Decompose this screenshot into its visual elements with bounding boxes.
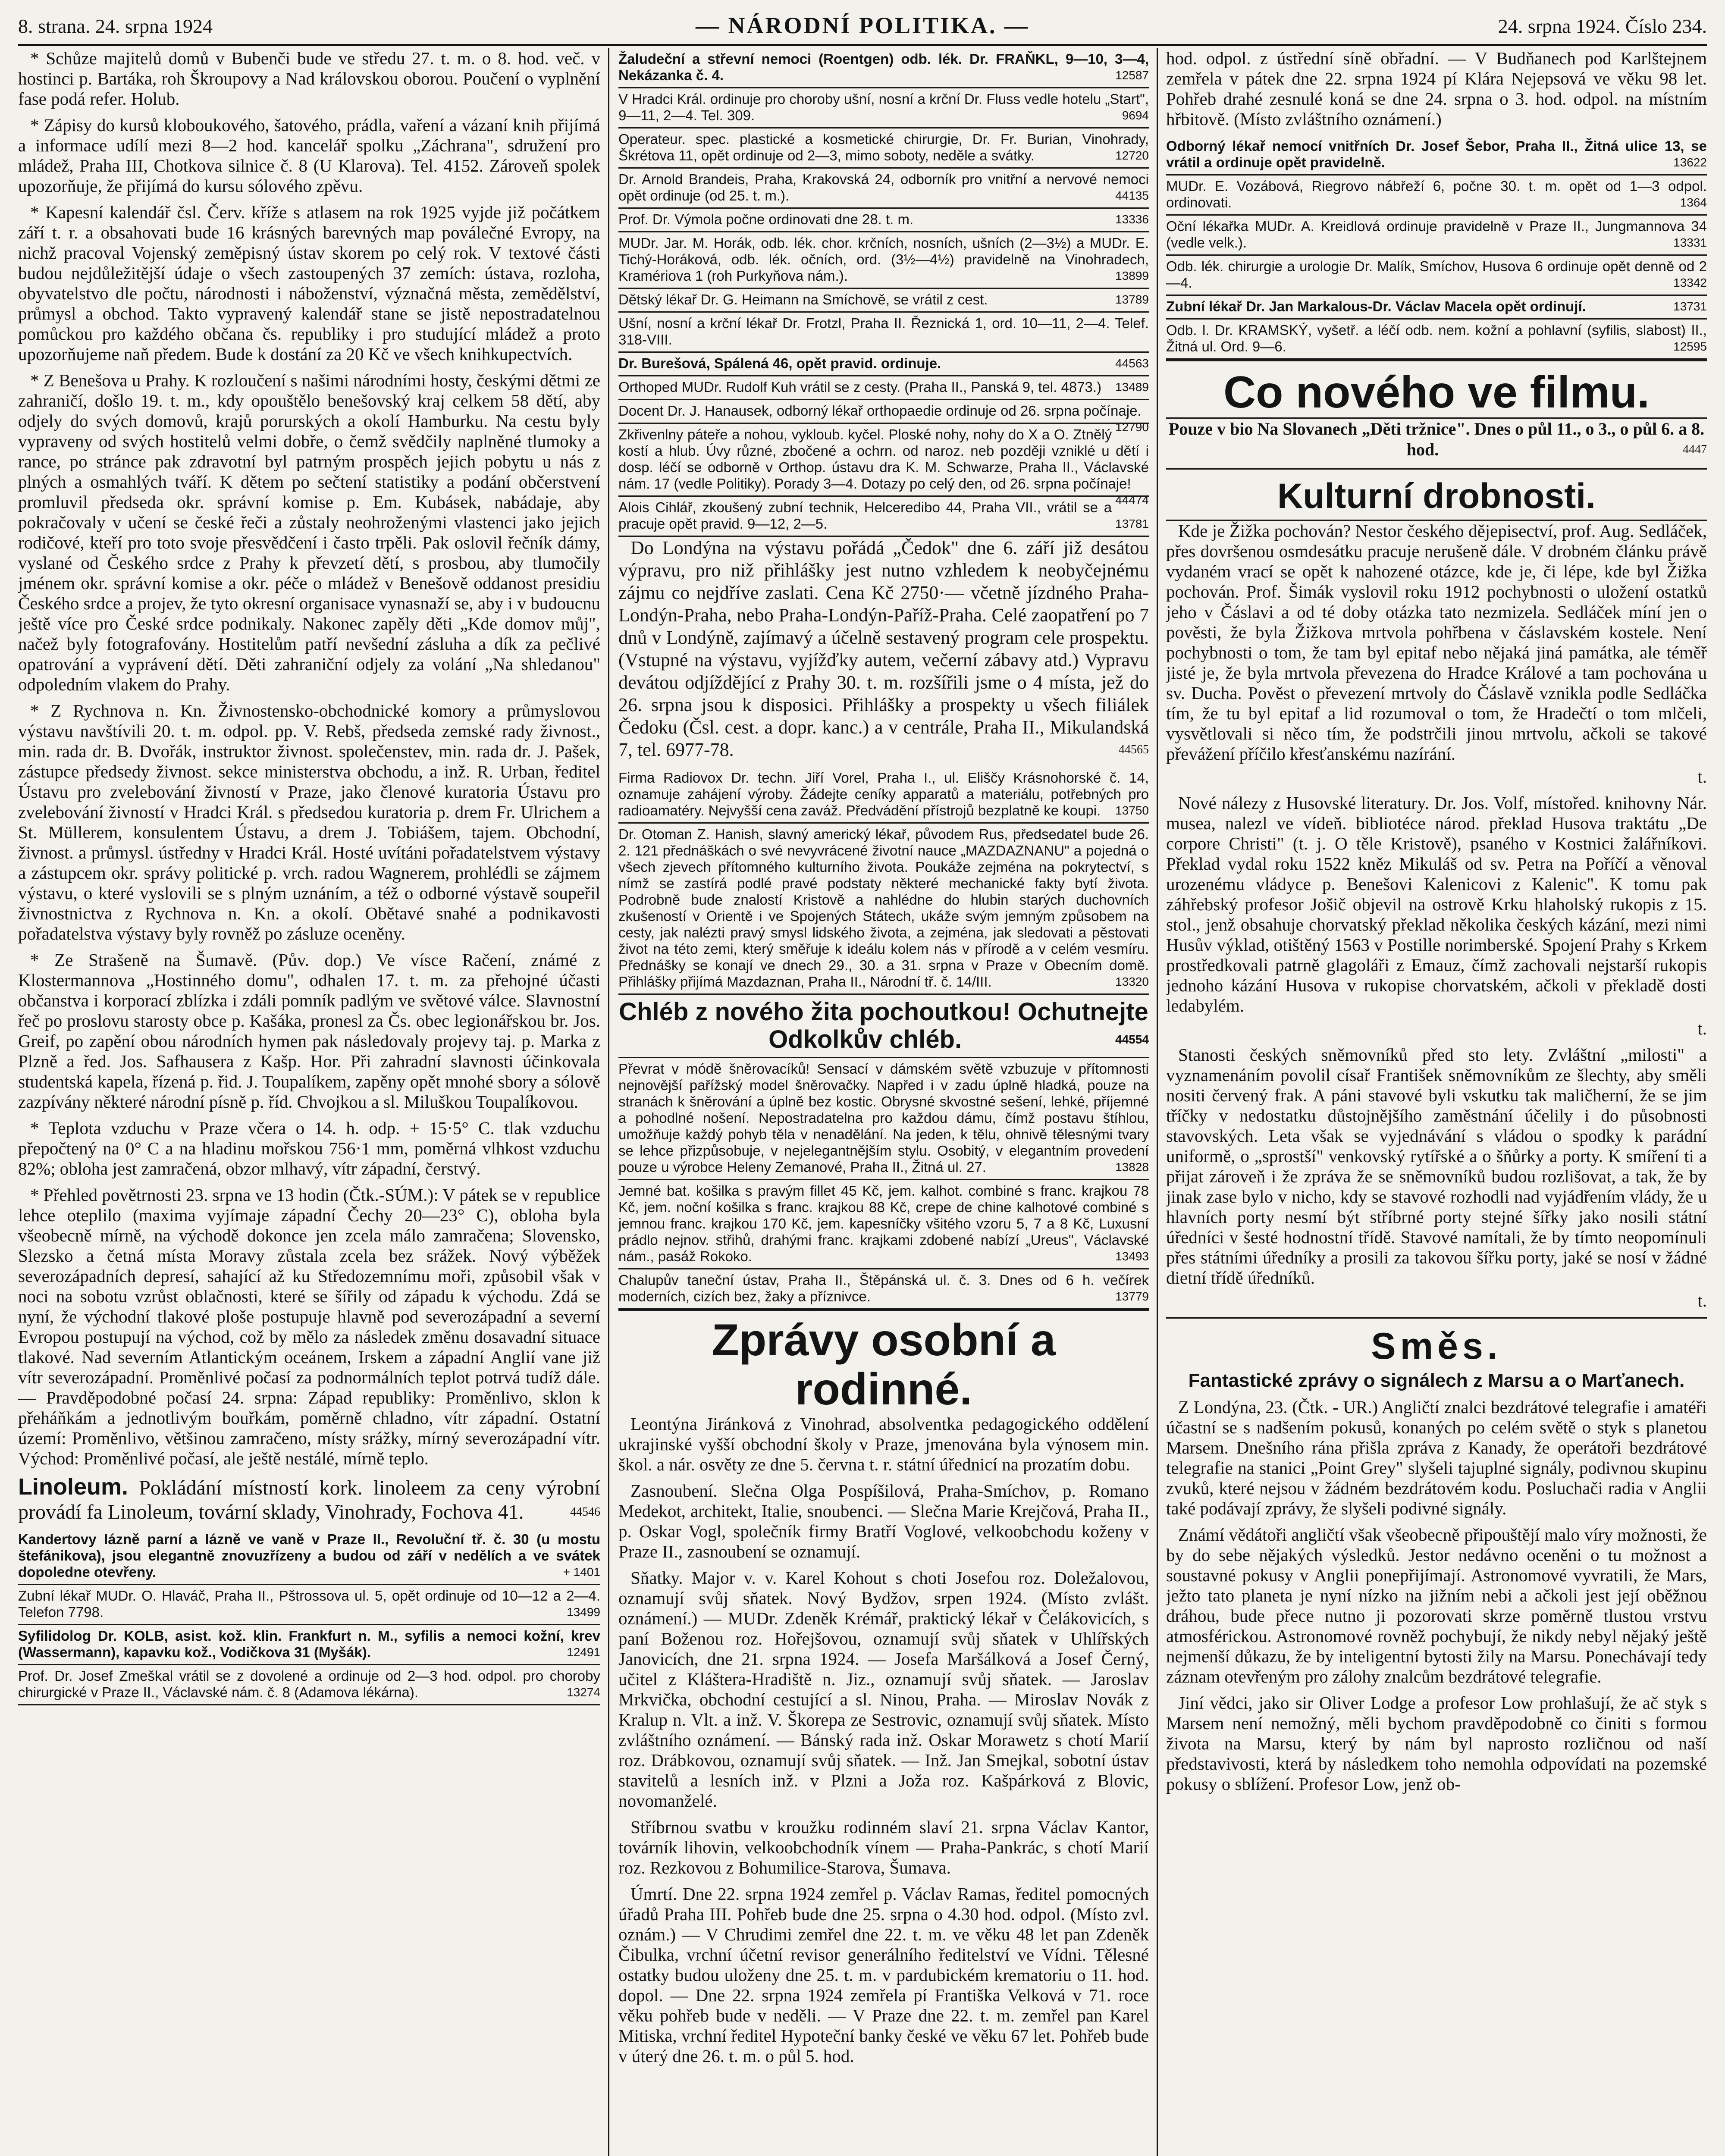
culture-item-deputies: Stanosti českých sněmovníků před sto lety. Zvláštní „milosti" a vyznamenáním povolil císař František sněmovníkům ze šlechty, aby směli nositi červený frak. A páni stavové byli vskutku tak maličherní, že se jim tříčky v nedostatku důstojnějšího zaměstnání účelily i do působnosti stavovských. Leta však se vyjednávání s vládou o spodky k parádní uniformě, o „sprostší" venkovský rytířské a o šňůrky a porty. K smíření ti a přijat zároveň i že zpráva že se sněmovníků budou rozlišovat, a tak, že by jinak zase bylo v nicho, kdy se stavové rozhodli nad vyjádřením vlády, že u hlavních porty nesmí být stříbrné porty stejné šířky jako nosili státní úředníci v šesté hodnostní třídě. Stavové namítali, že by tímto neopomínuli přes státními úředníky a prosili za takovou šířku porty, jaké se nosí v žádné dietní třídě úředníků.: [1166, 1045, 1707, 1288]
classified-ad: [618, 424, 1149, 507]
ad-number: 13331: [1673, 236, 1707, 249]
news-item: * Schůze majitelů domů v Bubenči bude ve středu 27. t. m. o 8. hod. več. v hostinci p. Bartáka, roh Škroupovy a Nad královskou oborou. Poučení o vyplnění fase podá refer. Holub.: [18, 48, 600, 109]
deaths-continued: hod. odpol. z ústřední síně obřadní. — V Budňanech pod Karlštejnem zemřela v pátek dne 22. srpna 1924 pí Klára Nejepsová ve věku 98 let. Pohřeb drahé zesnulé koná se dne 24. srpna o 3. hod. odpol. na místním hřbitově. (Místo zvláštního oznámení.): [1166, 48, 1707, 129]
classified-ad: [618, 313, 1149, 353]
ad-text: Dětský lékař Dr. G. Heimann na Smíchově, se vrátil z cest.: [618, 291, 988, 307]
ad-number: 12491: [567, 1645, 600, 1659]
classified-ad: [18, 1625, 600, 1665]
ad-number: 13622: [1673, 156, 1707, 169]
culture-item-hus: Nové nálezy z Husovské literatury. Dr. Jos. Volf, místořed. knihovny Nár. musea, nalezl ve vídeň. bibliotéce národ. překlad Husova traktátu „De corpore Christi" (t. j. O těle Kristově), psaného v Kostnici žalářníkovi. Překlad vydal roku 1522 kněz Mikuláš od sv. Petra na Poříčí a věnoval urozenému vládyce p. Benešovi Kalenicovi z Kalenic". K tomu pak záhřebský profesor Jošič objevil na ostrově Krku hlaholský rukopis z 15. stol., jenž obsahuje chorvatský překlad několika českých kázání, mezi nimi Husův výklad, otištěný 1563 v Postille norimberské. Spojení Prahy s Krkem prostředkovali patrně glagoláři z Emauz, čímž zachovali nejstarší rukopis jednoho kázání Husova v rukopise chorvatském, ačkoli v překladě dosti ledabylém.: [1166, 793, 1707, 1015]
columns: [18, 48, 1707, 2156]
classified-ad: [618, 232, 1149, 289]
issue-date-number: 24. srpna 1924. Číslo 234.: [1498, 15, 1707, 37]
ad-number: 44565: [1119, 743, 1149, 756]
ad-text: Ušní, nosní a krční lékař Dr. Frotzl, Praha II. Řeznická 1, ord. 10—11, 2—4. Telef. 318-VIII.: [618, 315, 1149, 348]
marriages: Sňatky. Major v. v. Karel Kohout s choti Josefou roz. Doležalovou, oznamují svůj sňatek. Nový Bydžov, srpen 1924. (Místo zvlášt. oznámení.) — MUDr. Zdeněk Krémář, praktický lékař v Čelákovicích, s paní Boženou roz. Hořejšovou, oznamují svůj sňatek v Uhlířských Janovicích, dne 21. srpna 1924. — Josefa Maršálková a Josef Černý, učitel z Kláštera-Hradiště n. Jiz., oznamují svůj sňatek. — Jaroslav Mrkvička, obchodní cestující a sl. Ninou, Praha. — Miroslav Novák z Kralup n. Vlt. a inž. V. Škorepa ze Sestrovic, oznamují svůj sňatek. Místo zvláštního oznámení. — Bánský rada inž. Oskar Morawetz s chotí Marií roz. Drábkovou, oznamují svůj sňatek. — Inž. Jan Smejkal, sobotní ústav stavitelů a lesních inž. v Plzni a Joža roz. Kašpárková z Blovic, novomanželé.: [618, 1568, 1149, 1811]
ad-text: Prof. Dr. Josef Zmeškal vrátil se z dovolené a ordinuje od 2—3 hod. odpol. pro choroby chirurgické v Praze II., Václavské nám. č. 8 (Adamova lékárna).: [18, 1668, 600, 1700]
ad-text: Žaludeční a střevní nemoci (Roentgen) odb. lék. Dr. FRAŇKL, 9—10, 3—4, Nekázanka č. 4.: [618, 51, 1149, 83]
classified-ad: [618, 128, 1149, 169]
section-heading-personal: Zprávy osobní a rodinné.: [618, 1310, 1149, 1414]
news-item: * Z Rychnova n. Kn. Živnostensko-obchodnické komory a průmyslovou výstavu navštívili 20. t. m. odpol. pp. V. Rebš, předseda zemské rady živnost., min. rada dr. B. Dvořák, instruktor živnost. společenstev, min. rada dr. J. Pašek, zástupce předsedy živnost. sekce ministerstva obchodu, a inž. R. Urban, ředitel Ústavu pro zvelebování živností v Praze, jako členové kuratoria Ústavu pro zvelebování živností v Hradci Král. s předsedou kuratoria p. drem Fr. Ulrichem a St. Müllerem, konsulentem Ústavu, a drem J. Tobiášem, tajem. Obchodní, živnost. a průmysl. ústředny v Hradci Král. Hosté uvítáni pořadatelstvem výstavy a zástupcem okr. správy politické p. vrch. radou Wagnerem, prohlédli se zájmem výstavu, o které vyslovili se s plným uznáním, a též o odborné výstavě soupeřil živnostnictva z Rychnova n. Kn. a okolí. Obětavé snahé a podnikavosti pořadatelstva výstavy byly rovněž po zásluze oceněny.: [18, 701, 600, 943]
section-heading-miscellany: Směs.: [1166, 1317, 1707, 1368]
ad-number: 13781: [1115, 517, 1149, 530]
ad-number: 12595: [1673, 340, 1707, 353]
engagements: Zasnoubení. Slečna Olga Pospíšilová, Praha-Smíchov, p. Romano Medekot, architekt, Italie, snoubenci. — Slečna Marie Krejčová, Praha II., p. Oskar Vogl, společník firmy Bratří Voglové, velkoobchodu koženy v Praze II., zasnoubení se oznamují.: [618, 1481, 1149, 1561]
page-header: [18, 9, 1707, 46]
classified-ad: [618, 497, 1149, 537]
personal-news-item: Leontýna Jiránková z Vinohrad, absolventka pedagogického oddělení ukrajinské vyšší obchodní školy v Praze, jmenována byla výnosem min. škol. a nár. osvěty ze dne 5. června t. r. státní úřednicí na prozatím dobu.: [618, 1414, 1149, 1474]
ad-text: Firma Radiovox Dr. techn. Jiří Vorel, Praha I., ul. Eliščy Krásnohorské č. 14, oznamuje zahájení výroby. Žádejte ceníky apparatů a materiálu, potřebných pro radioamatéry. Nejvyšší cena zaváž. Předvádění přístrojů bezplatně ke koupi.: [618, 770, 1149, 818]
ad-number: 13789: [1115, 293, 1149, 306]
column-2: [618, 48, 1149, 2156]
deaths: Úmrtí. Dne 22. srpna 1924 zemřel p. Václav Ramas, ředitel pomocných úřadů Praha III. Pohřeb bude dne 25. srpna o 4.30 hod. odpol. (Místo zvl. oznám.) — V Chrudimi zemřel dne 22. t. m. ve věku 48 let pan Zdeněk Čibulka, vrchní účetní revisor generálního ředitelství ve Vídni. Tělesné ostatky budou uloženy dne 25. t. m. v pardubickém krematoriu o 11. hod. dopol. — Dne 22. srpna 1924 zemřela pí Františka Velková v 71. roce věku pohřeb bude v neděli. — V Praze dne 22. t. m. zemřel pan Karel Mitiska, vrchní ředitel Hypoteční banky české ve věku 67 let. Pohřeb bude v úterý dne 26. t. m. o půl 5. hod.: [618, 1884, 1149, 2066]
classified-ad: [618, 767, 1149, 824]
column-rule: [1157, 48, 1158, 2156]
classified-ad: [1166, 216, 1707, 256]
author-signature: t.: [1697, 767, 1707, 787]
ad-number: + 1401: [563, 1565, 600, 1579]
ad-text: Kandertovy lázně parní a lázně ve vaně v Praze II., Revoluční tř. č. 30 (u mostu štefánikova), jsou elegantně znovuzřízeny a budou od září v nedělích a ve svátek dopoledne otevřeny.: [18, 1531, 600, 1580]
classified-ad: [1166, 256, 1707, 296]
ad-number: 12790: [1115, 420, 1149, 434]
london-trip-notice: [618, 537, 1149, 761]
ad-number: 44554: [1115, 1033, 1149, 1046]
section-heading-film: Co nového ve filmu.: [1166, 360, 1707, 419]
classified-ad: [618, 1269, 1149, 1310]
ad-text: MUDr. E. Vozábová, Riegrovo nábřeží 6, počne 30. t. m. opět od 1—3 odpol. ordinovati.: [1166, 178, 1707, 210]
ad-text: Chléb z nového žita pochoutkou! Ochutnejte Odkolkův chléb.: [619, 998, 1148, 1053]
ad-text: Oční lékařka MUDr. A. Kreidlová ordinuje pravidelně v Praze II., Jungmannova 34 (vedle velk.).: [1166, 218, 1707, 251]
ad-text: Prof. Dr. Výmola počne ordinovati dne 28. t. m.: [618, 211, 914, 227]
classified-ad: [1166, 320, 1707, 360]
ad-text: MUDr. Jar. M. Horák, odb. lék. chor. krčních, nosních, ušních (2—3½) a MUDr. E. Tichý-Horáková, odb. lék. očních, ord. (3½—4½) pravidelně na Vinohradech, Kramériova 1 (roh Purkyňova nám.).: [618, 235, 1149, 284]
classified-ad: [18, 1585, 600, 1625]
column-rule: [608, 48, 609, 2156]
ad-number: 44135: [1115, 189, 1149, 202]
ad-text: V Hradci Král. ordinuje pro choroby ušní, nosní a krční Dr. Fluss vedle hotelu „Start", 9—11, 2—4. Tel. 309.: [618, 91, 1149, 123]
ad-text: Docent Dr. J. Hanausek, odborný lékař orthopaedie ordinuje od 26. srpna počínaje.: [618, 403, 1142, 419]
linoleum-ad-text: Pokládání místností kork. linoleem za ceny výrobní provádí fa Linoleum, tovární sklady, Vinohrady, Fochova 41.: [18, 1476, 600, 1523]
ad-text: Zubní lékař Dr. Jan Markalous-Dr. Václav Macela opět ordinují.: [1166, 298, 1586, 314]
news-item: * Zápisy do kursů kloboukového, šatového, prádla, vaření a vázaní knih přijímá a informace udílí mezi 8—2 hod. kancelář spolku „Záchrana", sdružení pro mládež, Praha III, Chotkova silnice č. 8 (U Klarova). Tel. 4152. Zároveň spolek upozorňuje, že přijímá do kursu sólového zpěvu.: [18, 115, 600, 196]
ad-number: 13828: [1115, 1160, 1149, 1174]
weather-overview: * Přehled povětrnosti 23. srpna ve 13 hodin (Čtk.-SÚM.): V pátek se v republice lehce oteplilo (maxima vyjímaje západní Čechy 20—23° C), obloha byla všeobecně mírně, na východě dokonce jen zcela málo zamračena; Slovensko, Slezsko a četná místa Moravy zůstala zcela bez srážek. Nový výběžek severozápadních depresí, sahající až ku Středozemnímu moři, způsobil však v noci na sobotu vzrůst oblačnosti, které se šířily od západu k východu. Zdá se nyní, že východní tlakové ploše postupuje hlavně pod severozápadní a severní Evropou postupují na východ, což by mělo za následek změnu dosavadní situace tlakové. Nad severním Atlantickým oceánem, Irskem a západní Anglií vane již vítr severozápadní. Proměnlivé počasí za podnormálních teplot potrvá tudíž dále. — Pravděpodobné počasí 24. srpna: Západ republiky: Proměnlivo, sklon k přeháňkám a jednotlivým bouřkám, poměrně chladno, vítr západní. Ostatní území: Proměnlivo, většinou zamračeno, místy srážky, mírný severozápadní vítr. Východ: Proměnlivé počasí, ale ještě nestálé, mírně teplo.: [18, 1185, 600, 1468]
ad-number: 12587: [1115, 69, 1149, 82]
ad-text: Odb. l. Dr. KRAMSKÝ, vyšetř. a léčí odb. nem. kožní a pohlavní (syfilis, slabost) II., Žitná ul. Ord. 9—6.: [1166, 322, 1707, 354]
ad-number: 13899: [1115, 269, 1149, 282]
linoleum-ad-title: Linoleum.: [18, 1474, 128, 1500]
ad-number: 13489: [1115, 380, 1149, 394]
ad-number: 9694: [1122, 109, 1149, 122]
notice-text: Do Londýna na výstavu pořádá „Čedok" dne 6. září již desátou výpravu, pro niž přihlášky jest nutno vzhledem k neobyčejnému zájmu co nejdříve zaslati. Cena Kč 2750·— včetně jízdného Praha-Londýn-Praha, nebo Praha-Londýn-Paříž-Praha. Celé zaopatření po 7 dnů v Londýně, zajímavý a účelně sestavený program cele prospektu. (Vstupné na výstavu, vyjížďky autem, večerní zábavy atd.) Vypravu devátou odjíždějící z Prahy 30. t. m. rozšířili jsme o 4 místa, jež do 26. srpna jsou k disposici. Přihlášky a prospekty u všech filiálek Čedoku (Čsl. cest. a dopr. kanc.) a v centrále, Praha II., Mikulandská 7, tel. 6977-78.: [618, 537, 1149, 760]
ad-text: Dr. Burešová, Spálená 46, opět pravid. ordinuje.: [618, 355, 941, 371]
mars-article-paragraph: Jiní vědci, jako sir Oliver Lodge a profesor Low prohlašují, že ač styk s Marsem není nemožný, měli bychom pravděpodobně co činiti s formou života na Marsu, který by nám byl naprosto rozličnou od naší představivosti, která by následkem toho nemohla odpovídati na pozemské pokusy o sblížení. Profesor Low, jenž ob-: [1166, 1693, 1707, 1794]
ad-text: Jemné bat. košilka s pravým fillet 45 Kč, jem. kalhot. combiné s franc. krajkou 78 Kč, jem. noční košilka s franc. krajkou 88 Kč, crepe de chine kalhotové combiné s jemnou franc. krajkou 170 Kč, jem. kapesníčky všitého vzoru 5, 7 a 8 Kč, Luxusní prádlo nejnov. střihů, drahými franc. krajkami zdobené nabízí „Ureus", Václavské nám., pasáž Rokoko.: [618, 1183, 1149, 1264]
section-heading-culture: Kulturní drobnosti.: [1166, 468, 1707, 521]
news-item: * Kapesní kalendář čsl. Červ. kříže s atlasem na rok 1925 vyjde již počátkem září t. r. a obsahovati bude 16 krásných barevných map poválečné Evropy, na nichž pracoval Vojenský zeměpisný ústav skorem po celý rok. V textové části budou nejdůležitější údaje o všech zastoupených 37 zemích: ústava, rozloha, obyvatelstvo dle počtu, národnosti i náboženství, význačná města, zemědělství, průmysl a obchod. Takto vypravený kalendář stane se jistě nepostradatelnou pomůckou pro každého občana čs. republiky i pro studující mládež a proto upozorňujeme naň předem. Bude k dostání za 20 Kč ve všech knihkupectvích.: [18, 202, 600, 364]
news-item: * Ze Strašeně na Šumavě. (Pův. dop.) Ve vísce Račení, známé z Klostermannova „Hostinného domu", odhalen 17. t. m. za přehojné účasti občanstva i korporací zblízka i zdáli pomník padlým ve světové válce. Slavnostní řeč po proslovu starosty obce p. Kašáka, pronesl za Čs. obec legionářskou br. Jos. Greif, po zapění obou národních hymen pak následovaly projevy taj. p. Marka z Plzně a řed. Jos. Safhausera z Kašp. Hor. Při zahradní slavnosti účinkovala studentská kapela, řízená p. řid. J. Toupalíkem, zapěny opět mnohé sbory a sólově zazpívány některé národní písně p. říd. Chvojkou a sl. Miluškou Toupalíkovou.: [18, 950, 600, 1112]
ad-number: 13493: [1115, 1250, 1149, 1263]
ad-text: Chalupův taneční ústav, Praha II., Štěpánská ul. č. 3. Dnes od 6 h. večírek moderních, cizích bez, žaky a příznivce.: [618, 1272, 1149, 1304]
ad-text: Syfilidolog Dr. KOLB, asist. kož. klin. Frankfurt n. M., syfilis a nemoci kožní, krev (Wassermann), kapavku kož., Vodičkova 31 (Myšák).: [18, 1628, 600, 1660]
ad-number: 44474: [1115, 493, 1149, 507]
classified-ad: [618, 48, 1149, 88]
ad-number: 13274: [567, 1686, 600, 1699]
ad-text: Dr. Arnold Brandeis, Praha, Krakovská 24, odborník pro vnitřní a nervové nemoci opět ordinuje (od 25. t. m.).: [618, 171, 1149, 204]
classified-ad: [618, 289, 1149, 313]
film-notice-text: Pouze v bio Na Slovanech „Děti tržnice". Dnes o půl 11., o 3., o půl 6. a 8. hod.: [1168, 419, 1705, 459]
ad-text: Odb. lék. chirurgie a urologie Dr. Malík, Smíchov, Husova 6 ordinuje opět denně od 2—4.: [1166, 258, 1707, 291]
author-signature: t.: [1697, 1291, 1707, 1310]
article-subheading-mars: Fantastické zprávy o signálech z Marsu a o Marťanech.: [1188, 1370, 1685, 1391]
ad-number: 44563: [1115, 357, 1149, 370]
ad-number: 12720: [1115, 149, 1149, 162]
ad-number: 13342: [1673, 276, 1707, 289]
ad-number: 13779: [1115, 1290, 1149, 1303]
column-1: [18, 48, 600, 2156]
news-item: * Z Benešova u Prahy. K rozloučení s našimi národními hosty, českými dětmi ze zahraničí, došlo 19. t. m., kdy opouštělo benešovský kraj celkem 58 dětí, aby odjely do svých domovů, krajů porurských a okolí Hamburku. Na cestu byly vypraveny od svých hostitelů velmi dobře, o čemž svědčily naplněné tlumoky a rance, po stránce pak zdravotní byl patrným prospěch jejich pobytu u nás z plných a osmahlých tváří. K dětem po sečtení statistiky a podání občerstvení promluvil předseda okr. správní komise p. Em. Kubásek, nabádaje, aby pokračovaly v učení se české řeči a zůstaly neohroženými vlastenci jako jejich rodičové, kteří pro toto svoje přesvědčení i často trpěli. Pak oslovil řečník dámy, vyslané od Českého srdce z Prahy k převzetí dětí, s prosbou, aby tlumočily jménem okr. správní komise a okr. péče o mládež v Benešově oddanost presidiu Českého srdce a projev, že tyto okresní organisace vynasnaží se, aby i v budoucnu ještě více pro České srdce podnikaly. Nakonec zapěly děti „Kde domov můj", načež byly fotografovány. Hostitelům patří nevšední zásluha a dík za pečlivé opatrování a vyprávení dětí. Děti zahraniční odjely za volání „Na shledanou" odpoledním vlakem do Prahy.: [18, 370, 600, 694]
classified-ad: [618, 1180, 1149, 1269]
culture-item-zizka: Kde je Žižka pochován? Nestor českého dějepisectví, prof. Aug. Sedláček, přes dovršenou osmdesátku pracuje nerušeně dále. V drobném článku právě vydaném vrací se opět k nahozené otázce, kde je, či lépe, kde byl Žižka pochován. Prof. Šimák vyslovil roku 1912 pochybnosti o uložení ostatků jeho v Čáslavi a od té doby otázka tato nezmizela. Sedláček míní jen o pověsti, že byla Žižkova mrtvola pohřbena v čáslavském kostele. Není pochybnosti o tom, že tam byl epitaf nebo nějaká jiná památka, ale téměř jisté je, že byla mrtvola převezena do Hradce Králové a tam pochována u sv. Ducha. Pověst o převezení mrtvoly do Čáslavě vznikla podle Sedláčka tím, že tu byl epitaf a lid rozumoval o tom, že Hradečtí o tom mlčeli, vysvětlovali si něco tím, že podstrčili jinou mrtvolu, ačkoli se takové převážení příčilo křesťanskému nazírání.: [1166, 521, 1707, 764]
linoleum-ad: [18, 1475, 600, 1524]
page-number-date: 8. strana. 24. srpna 1924: [18, 15, 213, 37]
classified-ad: [618, 353, 1149, 376]
classified-ad: [1166, 296, 1707, 320]
silver-wedding: Stříbrnou svatbu v kroužku rodinném slaví 21. srpna Václav Kantor, továrník lihovin, velkoobchodník vínem — Praha-Pankrác, s chotí Marií roz. Rezkovou z Bohumilice-Starova, Šumava.: [618, 1817, 1149, 1877]
classified-ad: [618, 376, 1149, 400]
ad-text: Dr. Otoman Z. Hanish, slavný americký lékař, původem Rus, předsedatel bude 26. 2. 121 přednáškách o své nevyvrácené životní nauce „MAZDAZNANU" a pojedná o všech zjevech přítomného kulturního života. Poukáže zejména na pokrytectví, s nímž se zastírá podlé pravé podstaty některé mechanické fakty bytí života. Podrobně bude znalostí Kristově a nahlédne do hlubin starých duchovních zkušeností v Orientě i ve Spojených Státech, ukáže svým jemným způsobem na cesty, jak nalézti pravý smysl lidského života, a zejména, jak sledovati a pěstovati život na této zemi, který směřuje k ideálu kolem nás v přírodě a v celém vesmíru. Přednášky se konají ve dnech 29., 30. a 31. srpna v Praze v Obecním domě. Přihlášky přijímá Mazdaznan, Praha II., Národní tř. č. 14/III.: [618, 826, 1149, 990]
ad-number: 13731: [1673, 300, 1707, 313]
classified-ad: [18, 1665, 600, 1705]
classified-ad: [618, 1058, 1149, 1180]
classified-ad: [618, 88, 1149, 128]
ad-number: 1364: [1680, 196, 1707, 209]
classified-ad: [618, 209, 1149, 232]
ad-text: Alois Cihlář, zkoušený zubní technik, Helceredibo 44, Praha VII., vrátil se a pracuje opět pravid. 9—12, 2—5.: [618, 499, 1112, 532]
ad-text: Odborný lékař nemocí vnitřních Dr. Josef Šebor, Praha II., Žitná ulice 13, se vrátil a ordinuje opět pravidelně.: [1166, 138, 1707, 170]
masthead-title: — NÁRODNÍ POLITIKA. —: [695, 13, 1030, 38]
classified-ad: [618, 400, 1149, 434]
ad-text: Zubní lékař MUDr. O. Hlaváč, Praha II., Pštrossova ul. 5, opět ordinuje od 10—12 a 2—4. Telefon 7798.: [18, 1588, 600, 1620]
author-signature: t.: [1697, 1018, 1707, 1038]
column-3: [1166, 48, 1707, 2156]
ad-text: Zkřivenlny páteře a nohou, vykloub. kyčel. Ploské nohy, nohy do X a O. Ztnělý kostí a hlub. Úvy různé, zbočené a ochrn. od naroz. neb později vzniklé u dětí i dosp. léčí se odborně v Orthop. ústavu dra K. M. Schwarze, Praha II., Václavské nám. 17 (vedle Politiky). Porady 3—4. Dotazy po celý den, od 26. srpna počínaje!: [618, 426, 1149, 492]
mars-article-paragraph: Známí vědátoři angličtí však všeobecně připouštějí malo víry možnosti, že by do sebe nějakých výsledků. Jestor nedávno oceněni o tu možnost a soustavné pokusy v Anglii ponepřijímají. Astronomové vyvratili, že Mars, ježto tato planeta je nyní nízko na jižním nebi a ačkoli jest její oběžnou dráhou, bude přece nutno ji pozorovati skrze poměrně tlustou vrstvu atmosférickou. Astronomové rovněž pochybují, že nikdy nebyl nějaký ještě nejmenší důkazu, že by inteligentní bytosti žily na Marsu. Ponechávají tedy záznam otevřeným pro zálohy znalcům bezdrátové telegrafie.: [1166, 1525, 1707, 1686]
weather-temperature: * Teplota vzduchu v Praze včera o 14. h. odp. + 15·5° C. tlak vzduchu přepočtený na 0° C a na hladinu mořskou 756·1 mm, poměrná vlhkost vzduchu 82%; obloha jest zamračená, obzor mlhavý, vítr západní, čerstvý.: [18, 1118, 600, 1178]
ad-number: 13499: [567, 1605, 600, 1619]
classified-ad: [618, 169, 1149, 209]
ad-number: 13320: [1115, 975, 1149, 988]
ad-number: 44546: [570, 1505, 600, 1519]
ad-number: 13750: [1115, 804, 1149, 817]
ad-text: Orthoped MUDr. Rudolf Kuh vrátil se z cesty. (Praha II., Panská 9, tel. 4873.): [618, 379, 1102, 395]
ad-text: Převrat v módě šněrovacíků! Sensací v dámském světě vzbuzuje v přítomnosti nejnovější pařížský model šněrovačky. Napřed i v zadu úplně hladká, pouze na stranách k šněrování a úplně bez kostic. Obrysné skvostné sešení, lehké, příjemné a pohodlné nošení. Nepostradatelna pro každou dámu, čímž postavu štíhlou, umožňuje každý pohyb těla v nenadělání. Na jeden, k tělu, ohnivě tělesnými tvary se lehce přizpůsobuje, v nejelegantnějším stylu. Osobitý, v elegantním provedení pouze u výrobce Heleny Zemanové, Praha II., Žitná ul. 27.: [618, 1061, 1149, 1175]
ad-number: 13336: [1115, 213, 1149, 226]
mars-article-paragraph: Z Londýna, 23. (Čtk. - UR.) Angličtí znalci bezdrátové telegrafie i amatéři účastní se s nadšením pokusů, konaných po celém světě o styk s planetou Marsem. Dnešního rána přišla zpráva z Kanady, že operátoři bezdrátové telegrafie na stanici „Point Grey" slyšeli tajuplné signály, podivnou skupinu zvuků, které nejsou v žádném bezdrátovém kodu. Posluchači radia v Anglii také podávají zprávy, že slyšeli podivné signály.: [1166, 1397, 1707, 1518]
classified-ad: [18, 1529, 600, 1585]
ad-number: 4447: [1683, 443, 1707, 456]
film-notice: [1166, 419, 1707, 460]
bread-ad-headline: [618, 995, 1149, 1058]
classified-ad: [618, 824, 1149, 995]
classified-ad: [1166, 135, 1707, 175]
classified-ad: [1166, 175, 1707, 216]
ad-text: Operateur. spec. plastické a kosmetické chirurgie, Dr. Fr. Burian, Vinohrady, Škrétova 11, opět ordinuje od 2—3, mimo soboty, neděle a svátky.: [618, 131, 1149, 163]
